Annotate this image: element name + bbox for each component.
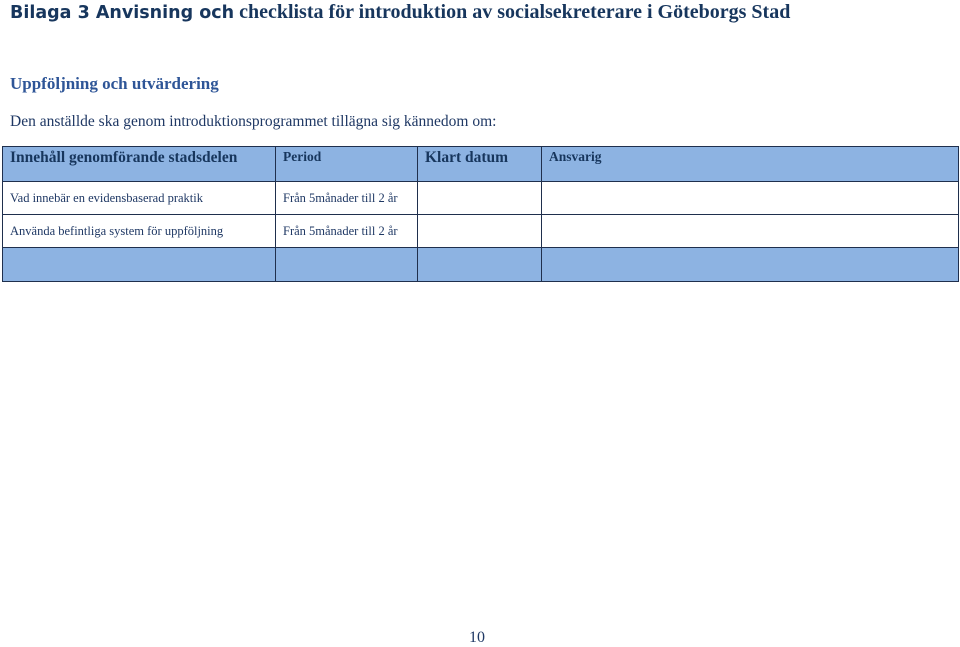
- cell-period: Från 5månader till 2 år: [276, 182, 418, 215]
- column-header-done-date: Klart datum: [418, 147, 542, 182]
- table-row: [3, 182, 959, 215]
- table-footer-row: [3, 248, 959, 282]
- column-header-responsible: Ansvarig: [542, 147, 959, 182]
- footer-cell: [276, 248, 418, 282]
- intro-text: Den anställde ska genom introduktionsprogrammet tillägna sig kännedom om:: [10, 113, 497, 130]
- cell-content: Vad innebär en evidensbaserad praktik: [3, 182, 276, 215]
- document-title-part2: checklista för introduktion av socialsekreterare i Göteborgs Stad: [234, 1, 791, 23]
- cell-done-date: [418, 215, 542, 248]
- checklist-table: [2, 146, 959, 282]
- column-header-period: Period: [276, 147, 418, 182]
- cell-period: Från 5månader till 2 år: [276, 215, 418, 248]
- footer-cell: [3, 248, 276, 282]
- cell-done-date: [418, 182, 542, 215]
- cell-responsible: [542, 215, 959, 248]
- cell-responsible: [542, 182, 959, 215]
- footer-cell: [418, 248, 542, 282]
- column-header-content: Innehåll genomförande stadsdelen: [3, 147, 276, 182]
- document-title: [10, 1, 790, 24]
- table-row: [3, 215, 959, 248]
- section-heading: Uppföljning och utvärdering: [10, 74, 219, 93]
- page-number: 10: [469, 629, 485, 646]
- cell-content: Använda befintliga system för uppföljning: [3, 215, 276, 248]
- table-header-row: [3, 147, 959, 182]
- document-title-part1: Bilaga 3 Anvisning och: [10, 3, 235, 23]
- footer-cell: [542, 248, 959, 282]
